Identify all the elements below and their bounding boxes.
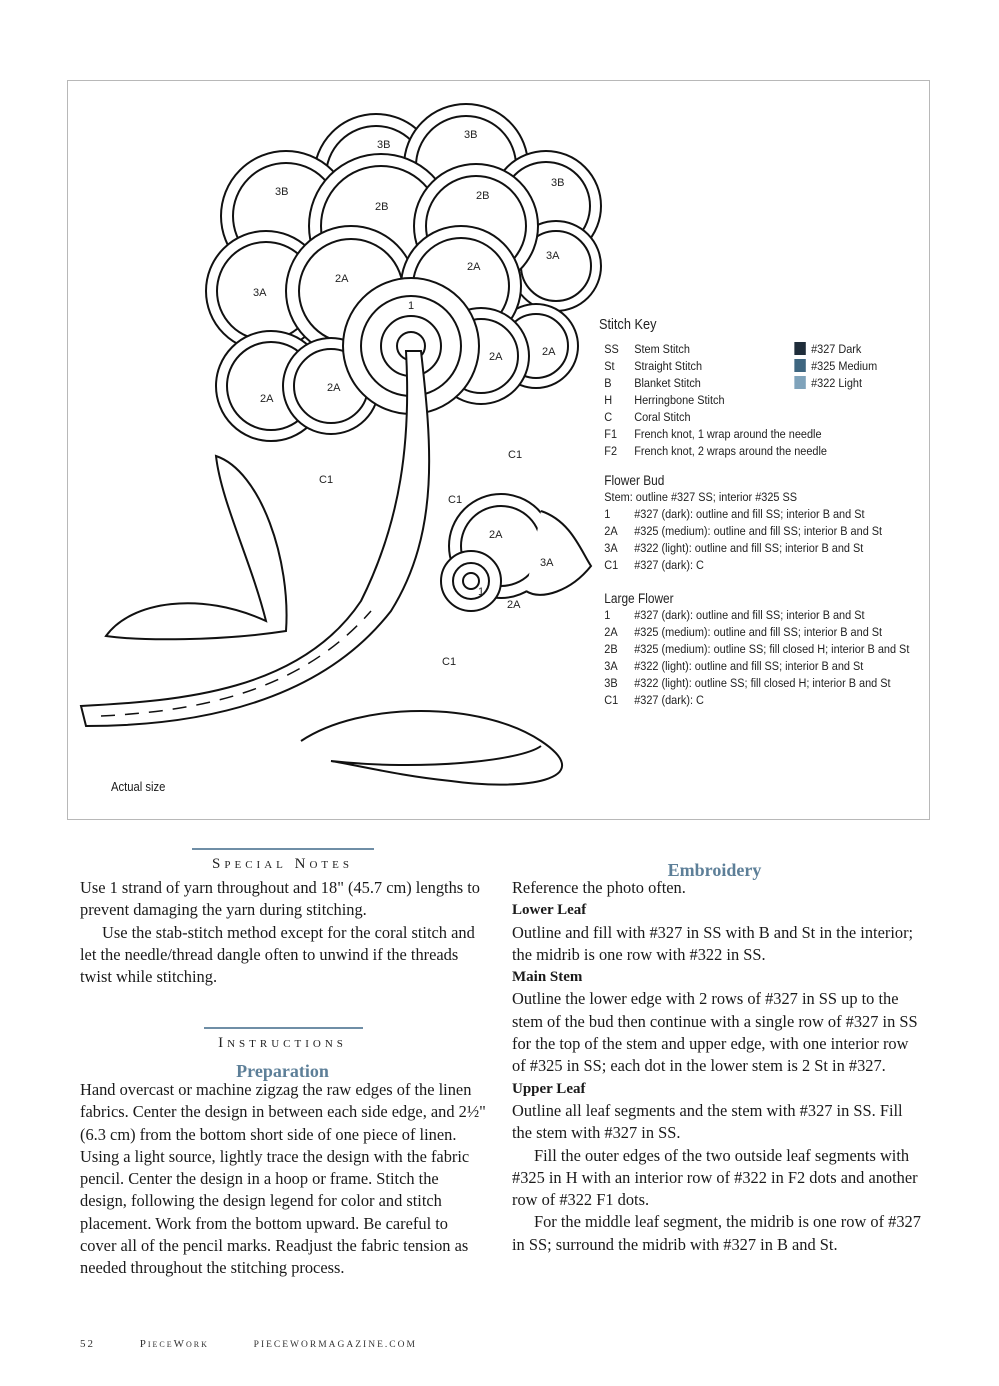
label-2b: 2B [476,190,490,202]
label-3b: 3B [377,139,391,151]
code: C1 [604,693,619,707]
paragraph: Reference the photo often. [512,878,686,897]
code: H [604,393,613,407]
label-2a: 2A [489,351,503,363]
code: St [604,359,615,373]
paragraph: Hand overcast or machine zigzag the raw edges of the linen fabrics. Center the design in between each side edge, and 2½" (6.3 cm) from the bottom short side of one piece of linen. Using a light source, lightly trace the design with the fabric pencil. Center the design in a hoop or frame. Stitch the design, following the design legend for color and stitch placement. Work from the bottom upward. Be careful to cover all of the pencil marks. Readjust the fabric tension as needed throughout the stitching process. [80,1080,486,1278]
large-flower-title: Large Flower [604,591,674,606]
color-swatch-dark [794,342,805,355]
paragraph: Outline and fill with #327 in SS with B and St in the interior; the midrib is one row with #322 in SS. [512,922,914,964]
stitch-name: French knot, 1 wrap around the needle [634,427,822,441]
label-3a: 3A [546,250,560,262]
label-2a: 2A [335,273,349,285]
label-1: 1 [408,300,415,312]
label-3b: 3B [551,177,565,189]
paragraph: Use 1 strand of yarn throughout and 18" (45.7 cm) lengths to prevent damaging the yarn during stitching. [80,878,480,920]
page-number: 52 [80,1338,95,1350]
code: 2B [604,642,618,656]
code: B [604,376,612,390]
label-2a: 2A [260,393,274,405]
flower-bud-key [599,472,909,574]
code: F1 [604,427,618,441]
color-legend [794,341,877,392]
stitch-name: Stem Stitch [634,342,690,356]
special-notes-heading: Special Notes [212,856,353,872]
stitch-name: Straight Stitch [634,359,703,373]
code: 3A [604,541,618,555]
paragraph: Outline the lower edge with 2 rows of #327 in SS up to the stem of the bud then continue with a single row of #327 in SS for the top of the stem and upper edge, with one interior row of #325 in SS; each dot in the lower stem is 2 St in #327. [512,989,918,1076]
desc: #325 (medium): outline SS; fill closed H; interior B and St [634,642,910,656]
website-link[interactable]: PIECEWORMAGAZINE.COM [253,1340,417,1350]
desc: #327 (dark): outline and fill SS; interior B and St [634,608,865,622]
code: SS [604,342,619,356]
page-footer [80,1338,457,1350]
preparation-text [80,1079,488,1280]
label-3a: 3A [540,557,554,569]
label-3b: 3B [464,129,478,141]
label-3b: 3B [275,186,289,198]
label-2a: 2A [542,346,556,358]
label-2a: 2A [467,261,481,273]
desc: #325 (medium): outline and fill SS; interior B and St [634,625,883,639]
desc: #322 (light): outline SS; fill closed H; interior B and St [634,676,891,690]
stitch-name: Coral Stitch [634,410,691,424]
label-3a: 3A [253,287,267,299]
color-swatch-light [794,376,805,389]
desc: #327 (dark): outline and fill SS; interior B and St [634,507,865,521]
stitch-name: Blanket Stitch [634,376,701,390]
divider [204,1027,363,1029]
stitch-key [599,317,909,709]
paragraph: Use the stab-stitch method except for the coral stitch and let the needle/thread dangle often to unwind if the threads twist while stitching. [80,922,475,987]
flower-bud-title: Flower Bud [604,473,665,488]
instructions-heading: Instructions [218,1035,347,1051]
label-2a: 2A [327,382,341,394]
label-c1: C1 [319,474,334,486]
embroidery-text [512,877,924,1256]
color-label: #327 Dark [811,342,862,356]
label-c1: C1 [508,449,523,461]
code: C1 [604,558,619,572]
color-label: #325 Medium [811,359,878,373]
divider [192,848,374,850]
flower-bud-stem: Stem: outline #327 SS; interior #325 SS [604,490,798,504]
label-2b: 2B [375,201,389,213]
code: 1 [604,608,611,622]
code: 2A [604,524,618,538]
label-2a: 2A [489,529,503,541]
figure-caption: Actual size [111,780,166,794]
desc: #327 (dark): C [634,693,704,707]
color-swatch-medium [794,359,805,372]
code: 3A [604,659,618,673]
code: F2 [604,444,618,458]
code: 1 [604,507,611,521]
large-flower-key [599,590,909,709]
color-label: #322 Light [811,376,863,390]
embroidery-pattern-figure [67,80,930,820]
code: 2A [604,625,618,639]
stitch-key-title: Stitch Key [599,317,657,333]
label-1: 1 [478,586,485,598]
desc: #327 (dark): C [634,558,704,572]
upper-leaf-heading: Upper Leaf [512,1080,586,1097]
desc: #322 (light): outline and fill SS; interior B and St [634,659,864,673]
main-stem-heading: Main Stem [512,969,583,986]
paragraph: Fill the outer edges of the two outside leaf segments with #325 in H with an interior row of #322 in F2 dots and another row of #322 F1 dots. [512,1145,918,1210]
desc: #325 (medium): outline and fill SS; interior B and St [634,524,883,538]
code: 3B [604,676,618,690]
embroidery-heading: Embroidery [667,860,762,880]
lower-leaf-heading: Lower Leaf [512,902,587,919]
label-2a: 2A [507,599,521,611]
desc: #322 (light): outline and fill SS; interior B and St [634,541,864,555]
paragraph: Outline all leaf segments and the stem with #327 in SS. Fill the stem with #327 in SS. [512,1100,903,1143]
special-notes-text [80,877,488,988]
label-c1: C1 [448,494,463,506]
preparation-heading: Preparation [236,1061,329,1081]
paragraph: For the middle leaf segment, the midrib is one row of #327 in SS; surround the midrib with #327 in B and St. [512,1212,921,1254]
code: C [604,410,613,424]
magazine-name: PieceWork [139,1338,209,1350]
label-c1: C1 [442,656,457,668]
stitch-name: French knot, 2 wraps around the needle [634,444,827,458]
stitch-name: Herringbone Stitch [634,393,725,407]
